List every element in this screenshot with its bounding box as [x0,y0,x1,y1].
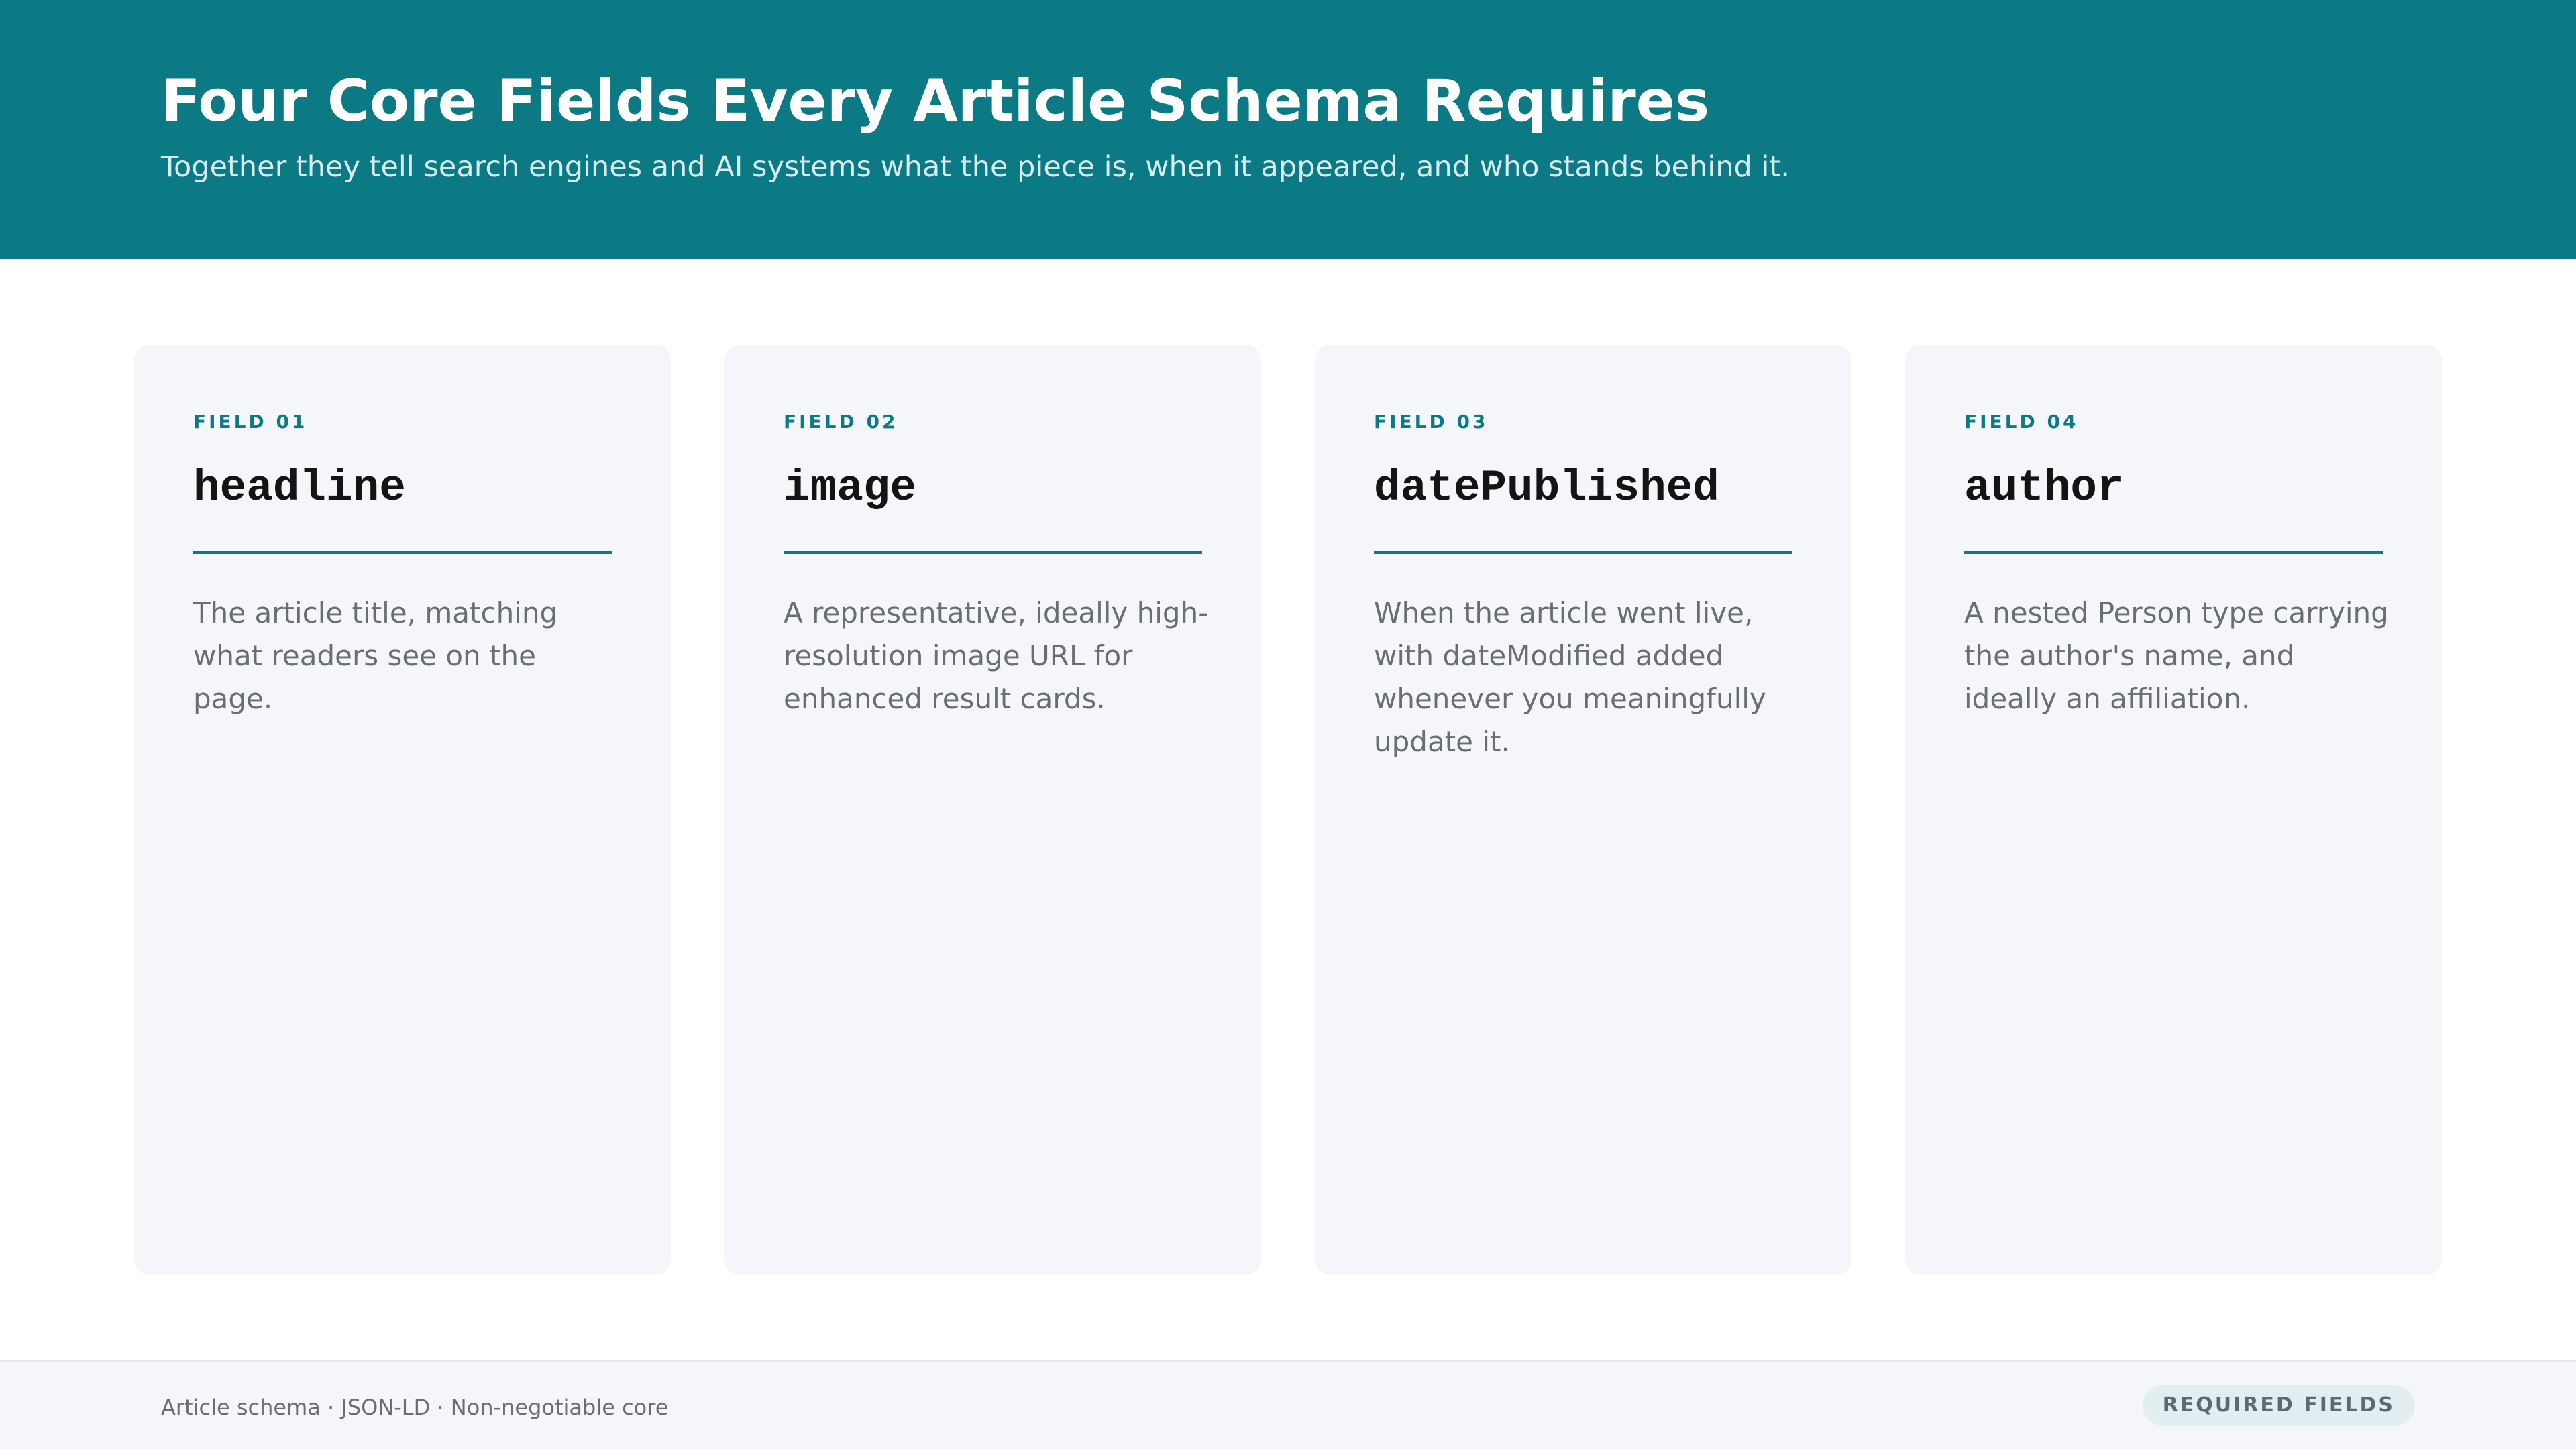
field-number: FIELD 04 [1964,411,2079,433]
header-banner [0,0,2576,259]
field-divider [1964,551,2383,554]
field-card-headline [134,345,671,1275]
page-title: Four Core Fields Every Article Schema Requires [161,68,1710,135]
field-divider [784,551,1202,554]
field-card-author [1905,345,2442,1275]
field-card-datepublished [1315,345,1851,1275]
page-subtitle: Together they tell search engines and AI systems what the piece is, when it appeared, and who stands behind it. [161,150,1790,184]
field-number: FIELD 02 [784,411,898,433]
footer-bar [0,1360,2576,1449]
field-name: image [784,463,917,513]
required-fields-badge: REQUIRED FIELDS [2143,1385,2415,1426]
field-cards [134,345,2442,1275]
field-description: A nested Person type carrying the author's name, and ideally an affiliation. [1964,596,2389,715]
field-description: The article title, matching what readers see on the page. [193,596,558,715]
field-name: author [1964,463,2124,513]
field-divider [193,551,612,554]
field-description: A representative, ideally high-resolution image URL for enhanced result cards. [784,596,1209,715]
field-card-image [724,345,1261,1275]
field-number: FIELD 01 [193,411,308,433]
field-divider [1374,551,1792,554]
field-number: FIELD 03 [1374,411,1489,433]
field-name: datePublished [1374,463,1719,513]
footer-caption: Article schema · JSON-LD · Non-negotiable core [161,1395,669,1420]
field-name: headline [193,463,406,513]
field-description: When the article went live, with dateModified added whenever you meaningfully update it. [1374,596,1766,758]
